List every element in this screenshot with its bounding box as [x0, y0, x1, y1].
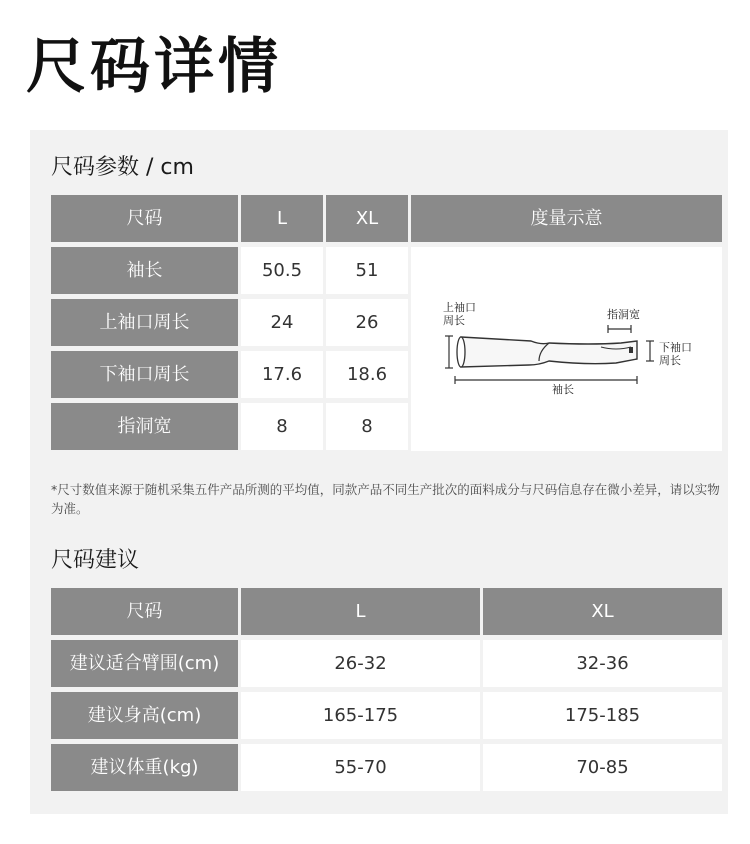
advice-header-l: L: [241, 588, 480, 635]
advice-cell: 70-85: [483, 744, 722, 791]
advice-cell: 26-32: [241, 640, 480, 687]
sleeve-length-label: 袖长: [552, 383, 574, 396]
lower-cuff-label: 下袖口 周长: [659, 341, 692, 367]
advice-row-label: 建议体重(kg): [51, 744, 238, 791]
advice-cell: 165-175: [241, 692, 480, 739]
page-title: 尺码详情: [26, 32, 282, 102]
params-header-xl: XL: [326, 195, 408, 242]
size-params-title: 尺码参数 / cm: [51, 155, 194, 180]
disclaimer-note: *尺寸数值来源于随机采集五件产品所测的平均值，同款产品不同生产批次的面料成分与尺码信息存在微小差异，请以实物为准。: [51, 482, 720, 516]
params-cell: 8: [326, 403, 408, 450]
advice-cell: 55-70: [241, 744, 480, 791]
params-cell: 26: [326, 299, 408, 346]
params-header-diagram: 度量示意: [411, 195, 722, 242]
params-cell: 8: [241, 403, 323, 450]
advice-header-size: 尺码: [51, 588, 238, 635]
finger-hole-label: 指洞宽: [607, 308, 640, 321]
advice-cell: 32-36: [483, 640, 722, 687]
params-cell: 50.5: [241, 247, 323, 294]
params-cell: 17.6: [241, 351, 323, 398]
params-row-label: 上袖口周长: [51, 299, 238, 346]
advice-cell: 175-185: [483, 692, 722, 739]
params-row-label: 下袖口周长: [51, 351, 238, 398]
params-header-l: L: [241, 195, 323, 242]
advice-header-xl: XL: [483, 588, 722, 635]
advice-row-label: 建议身高(cm): [51, 692, 238, 739]
params-row-label: 袖长: [51, 247, 238, 294]
measurement-diagram: [411, 247, 722, 451]
upper-cuff-label: 上袖口 周长: [443, 301, 476, 327]
params-row-label: 指洞宽: [51, 403, 238, 450]
params-cell: 18.6: [326, 351, 408, 398]
params-header-size: 尺码: [51, 195, 238, 242]
params-cell: 24: [241, 299, 323, 346]
advice-row-label: 建议适合臂围(cm): [51, 640, 238, 687]
params-cell: 51: [326, 247, 408, 294]
size-advice-title: 尺码建议: [51, 548, 140, 573]
